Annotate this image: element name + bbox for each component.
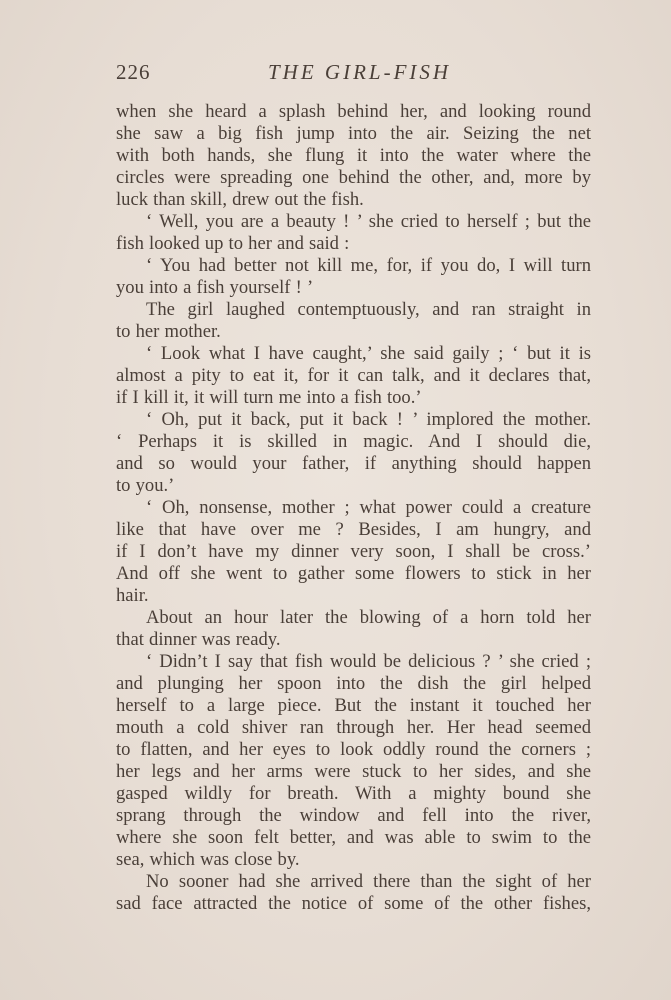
- text-line: and so would your father, if anything should happen: [116, 453, 591, 474]
- text-line: sprang through the window and fell into the river,: [116, 805, 591, 826]
- text-line: her legs and her arms were stuck to her sides, and she: [116, 761, 591, 782]
- text-line: circles were spreading one behind the other, and, more by: [116, 167, 591, 188]
- text-line: like that have over me ? Besides, I am hungry, and: [116, 519, 591, 540]
- text-line: No sooner had she arrived there than the sight of her: [146, 871, 591, 892]
- text-line: The girl laughed contemptuously, and ran straight in: [146, 299, 591, 320]
- text-line: almost a pity to eat it, for it can talk, and it declares that,: [116, 365, 591, 386]
- text-line: and plunging her spoon into the dish the girl helped: [116, 673, 591, 694]
- text-line: sad face attracted the notice of some of the other fishes,: [116, 893, 591, 914]
- text-line: with both hands, she flung it into the water where the: [116, 145, 591, 166]
- text-line: luck than skill, drew out the fish.: [116, 189, 364, 210]
- text-line: she saw a big fish jump into the air. Seizing the net: [116, 123, 591, 144]
- text-line: ‘ Look what I have caught,’ she said gaily ; ‘ but it is: [146, 343, 591, 364]
- text-line: if I don’t have my dinner very soon, I shall be cross.’: [116, 541, 591, 562]
- text-line: gasped wildly for breath. With a mighty bound she: [116, 783, 591, 804]
- page-header: [116, 60, 591, 90]
- body-text: [116, 101, 591, 915]
- text-line: ‘ Oh, nonsense, mother ; what power could a creature: [146, 497, 591, 518]
- text-line: when she heard a splash behind her, and looking round: [116, 101, 591, 122]
- text-line: ‘ Oh, put it back, put it back ! ’ implored the mother.: [146, 409, 591, 430]
- text-line: mouth a cold shiver ran through her. Her head seemed: [116, 717, 591, 738]
- page-number: 226: [116, 60, 151, 84]
- text-line: that dinner was ready.: [116, 629, 281, 650]
- text-line: you into a fish yourself ! ’: [116, 277, 314, 298]
- text-line: hair.: [116, 585, 149, 606]
- text-line: herself to a large piece. But the instant it touched her: [116, 695, 591, 716]
- text-line: where she soon felt better, and was able to swim to the: [116, 827, 591, 848]
- text-line: to flatten, and her eyes to look oddly round the corners ;: [116, 739, 591, 760]
- text-line: About an hour later the blowing of a horn told her: [146, 607, 591, 628]
- running-title: THE GIRL-FISH: [268, 60, 452, 84]
- text-line: ‘ Perhaps it is skilled in magic. And I should die,: [116, 431, 591, 452]
- text-line: And off she went to gather some flowers to stick in her: [116, 563, 591, 584]
- text-line: ‘ You had better not kill me, for, if you do, I will turn: [146, 255, 591, 276]
- text-line: sea, which was close by.: [116, 849, 300, 870]
- text-line: to you.’: [116, 475, 175, 496]
- text-line: if I kill it, it will turn me into a fish too.’: [116, 387, 422, 408]
- text-line: fish looked up to her and said :: [116, 233, 350, 254]
- text-line: to her mother.: [116, 321, 221, 342]
- text-line: ‘ Well, you are a beauty ! ’ she cried to herself ; but the: [146, 211, 591, 232]
- text-line: ‘ Didn’t I say that fish would be delicious ? ’ she cried ;: [146, 651, 591, 672]
